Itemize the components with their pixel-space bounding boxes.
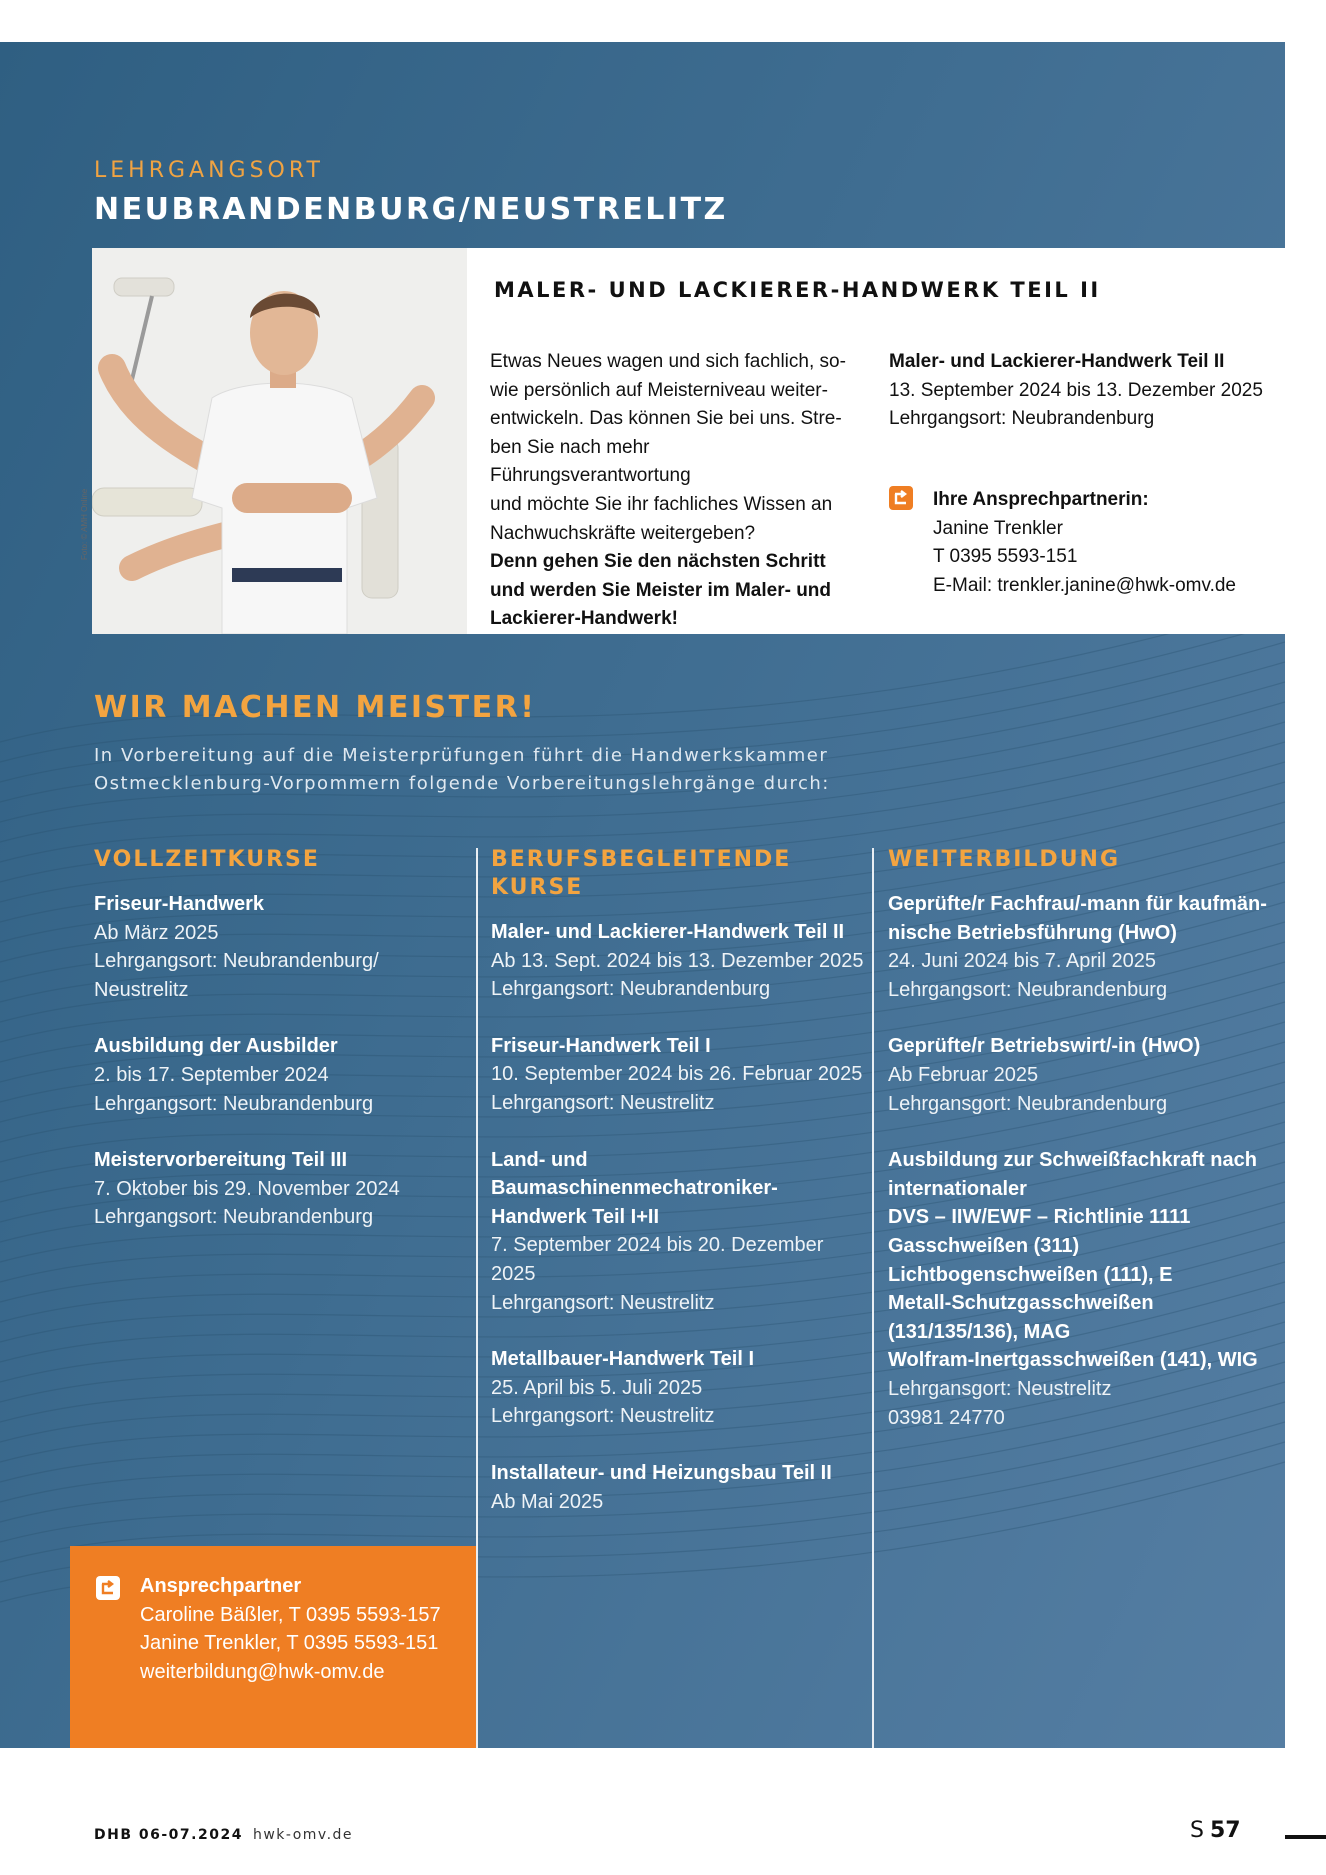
course-entry-title: Lichtbogenschweißen (111), E [888,1263,1173,1286]
course-entry-title: Land- und Baumaschinenmechatroniker- [491,1148,778,1200]
course-entry-title: Geprüfte/r Betriebswirt/-in (HwO) [888,1035,1201,1058]
column-divider [476,848,478,1748]
course-entry-detail: 24. Juni 2024 bis 7. April 2025 [888,950,1156,973]
intro-line: und möchte Sie ihr fachliches Wissen an [490,493,833,515]
course-entry [491,1146,866,1318]
contact-heading: Ihre Ansprechpartnerin: [933,489,1149,510]
meister-intro [94,742,994,798]
course-entry-title: nische Betriebsführung (HwO) [888,921,1177,944]
course-entry [94,1032,474,1118]
card-course [889,348,1279,434]
contact-line[interactable]: Janine Trenkler, T 0395 5593-151 [140,1632,439,1655]
course-entry [491,1345,866,1431]
course-entry-title: Friseur-Handwerk Teil I [491,1034,711,1057]
meister-heading: WIR MACHEN MEISTER! [94,690,537,725]
column-weiterbildung [888,846,1278,1460]
course-entry-title: Friseur-Handwerk [94,893,265,915]
intro-line: wie persönlich auf Meisterniveau weiter- [490,379,828,401]
course-entry [491,1459,866,1516]
card-title: MALER- UND LACKIERER-HANDWERK TEIL II [494,278,1101,302]
course-entry-detail: Lehrgangsort: Neustrelitz [491,1091,715,1114]
course-entry-title: Handwerk Teil I+II [491,1205,660,1228]
intro-line: Nachwuchskräfte weitergeben? [490,522,756,544]
footer-issue [94,1827,353,1843]
contact-name: Janine Trenkler [933,517,1063,539]
course-entry-detail: Ab 13. Sept. 2024 bis 13. Dezember 2025 [491,949,864,972]
course-entry-detail: Lehrgangsort: Neubrandenburg/ [94,950,379,973]
column-heading: VOLLZEITKURSE [94,847,320,872]
course-entry-detail: 7. Oktober bis 29. November 2024 [94,1177,400,1200]
page-number-value: 57 [1209,1818,1241,1843]
page-number [1190,1818,1241,1843]
course-entry-detail: Lehrgangsort: Neubrandenburg [94,1206,374,1229]
intro-bold-line: und werden Sie Meister im Maler- und [490,579,832,601]
course-entry [94,890,474,1004]
course-entry-detail: Lehrgangsort: Neustrelitz [491,1405,715,1428]
location-title: NEUBRANDENBURG/NEUSTRELITZ [94,192,728,227]
course-entry-detail: 7. September 2024 bis 20. Dezember 2025 [491,1234,824,1285]
course-entry-title: Maler- und Lackierer-Handwerk Teil II [491,921,845,943]
arrow-right-icon [889,486,913,510]
course-entry-detail: Lehrgangsort: Neubrandenburg [888,978,1168,1001]
issue-label: DHB 06-07.2024 [94,1827,243,1843]
course-entry-detail: 03981 24770 [888,1406,1005,1429]
course-entry [491,918,866,1004]
course-entry-title: Gasschweißen (311) [888,1234,1080,1257]
card-intro [490,348,850,634]
course-entry-detail: Lehrgansgort: Neustrelitz [888,1377,1112,1400]
course-entry-title: Ausbildung der Ausbilder [94,1035,338,1058]
course-entry-detail: Lehrgangsort: Neubrandenburg [491,978,771,1001]
arrow-right-icon [96,1576,120,1600]
course-entry-detail: Lehrgangsort: Neubrandenburg [94,1092,374,1115]
intro-bold-line: Lackierer-Handwerk! [490,608,678,630]
intro-bold-line: Denn gehen Sie den nächsten Schritt [490,551,826,573]
contact-email[interactable]: E-Mail: trenkler.janine@hwk-omv.de [933,574,1236,596]
painter-photo [92,248,467,634]
footer-rule [1285,1835,1326,1839]
course-entry-title: Metallbauer-Handwerk Teil I [491,1348,755,1371]
intro-line: Ostmecklenburg-Vorpommern folgende Vorbereitungslehrgänge durch: [94,773,830,794]
intro-line: ben Sie nach mehr Führungsverantwortung [490,436,691,487]
course-entry-title: Installateur- und Heizungsbau Teil II [491,1461,832,1484]
course-entry-detail: Lehrgansgort: Neubrandenburg [888,1092,1168,1115]
course-entry-detail: Ab Februar 2025 [888,1063,1039,1086]
contact-phone[interactable]: T 0395 5593-151 [933,546,1078,568]
course-entry-title: Meistervorbereitung Teil III [94,1149,348,1172]
course-date: 13. September 2024 bis 13. Dezember 2025 [889,379,1263,401]
column-berufsbegleitend [491,846,866,1544]
contact-email[interactable]: weiterbildung@hwk-omv.de [140,1660,385,1683]
course-entry-detail: 10. September 2024 bis 26. Februar 2025 [491,1063,863,1086]
column-heading: WEITERBILDUNG [888,847,1121,872]
footer-site-link[interactable]: hwk-omv.de [252,1827,354,1843]
course-entry-detail: Ab März 2025 [94,921,219,944]
course-entry-detail: 2. bis 17. September 2024 [94,1063,329,1086]
column-heading: BERUFSBEGLEITENDE KURSE [491,847,792,900]
course-title: Maler- und Lackierer-Handwerk Teil II [889,351,1225,372]
course-entry [888,890,1278,1004]
course-entry-title: Wolfram-Inertgasschweißen (141), WIG [888,1349,1258,1372]
course-entry-title: Geprüfte/r Fachfrau/-mann für kaufmän- [888,893,1267,915]
intro-line: entwickeln. Das können Sie bei uns. Stre- [490,408,842,430]
column-vollzeit [94,846,474,1260]
course-entry-detail: Neustrelitz [94,978,189,1001]
intro-line: In Vorbereitung auf die Meisterprüfungen führt die Handwerkskammer [94,745,829,766]
course-entry [888,1146,1278,1432]
course-entry-title: internationaler [888,1177,1027,1200]
column-divider [872,848,874,1748]
feature-card [92,248,1285,634]
intro-line: Etwas Neues wagen und sich fachlich, so- [490,351,846,372]
location-kicker: LEHRGANGSORT [94,158,324,183]
course-entry-title: DVS – IIW/EWF – Richtlinie 1111 [888,1206,1191,1229]
painter-illustration [92,248,467,634]
course-location: Lehrgangsort: Neubrandenburg [889,408,1155,430]
contact-box-heading: Ansprechpartner [140,1575,302,1597]
page-prefix: S [1190,1818,1204,1843]
course-entry-detail: Ab Mai 2025 [491,1490,604,1513]
course-entry [491,1032,866,1118]
contact-box-orange [70,1546,476,1748]
course-entry-detail: 25. April bis 5. Juli 2025 [491,1376,703,1399]
course-entry [888,1032,1278,1118]
course-entry [94,1146,474,1232]
course-entry-detail: Lehrgangsort: Neustrelitz [491,1291,715,1314]
photo-credit: Foto: © AMH Online [80,488,89,560]
course-entry-title: Metall-Schutzgasschweißen [888,1292,1154,1315]
course-entry-title: Ausbildung zur Schweißfachkraft nach [888,1149,1257,1172]
contact-line[interactable]: Caroline Bäßler, T 0395 5593-157 [140,1603,441,1626]
course-entry-title: (131/135/136), MAG [888,1320,1071,1343]
